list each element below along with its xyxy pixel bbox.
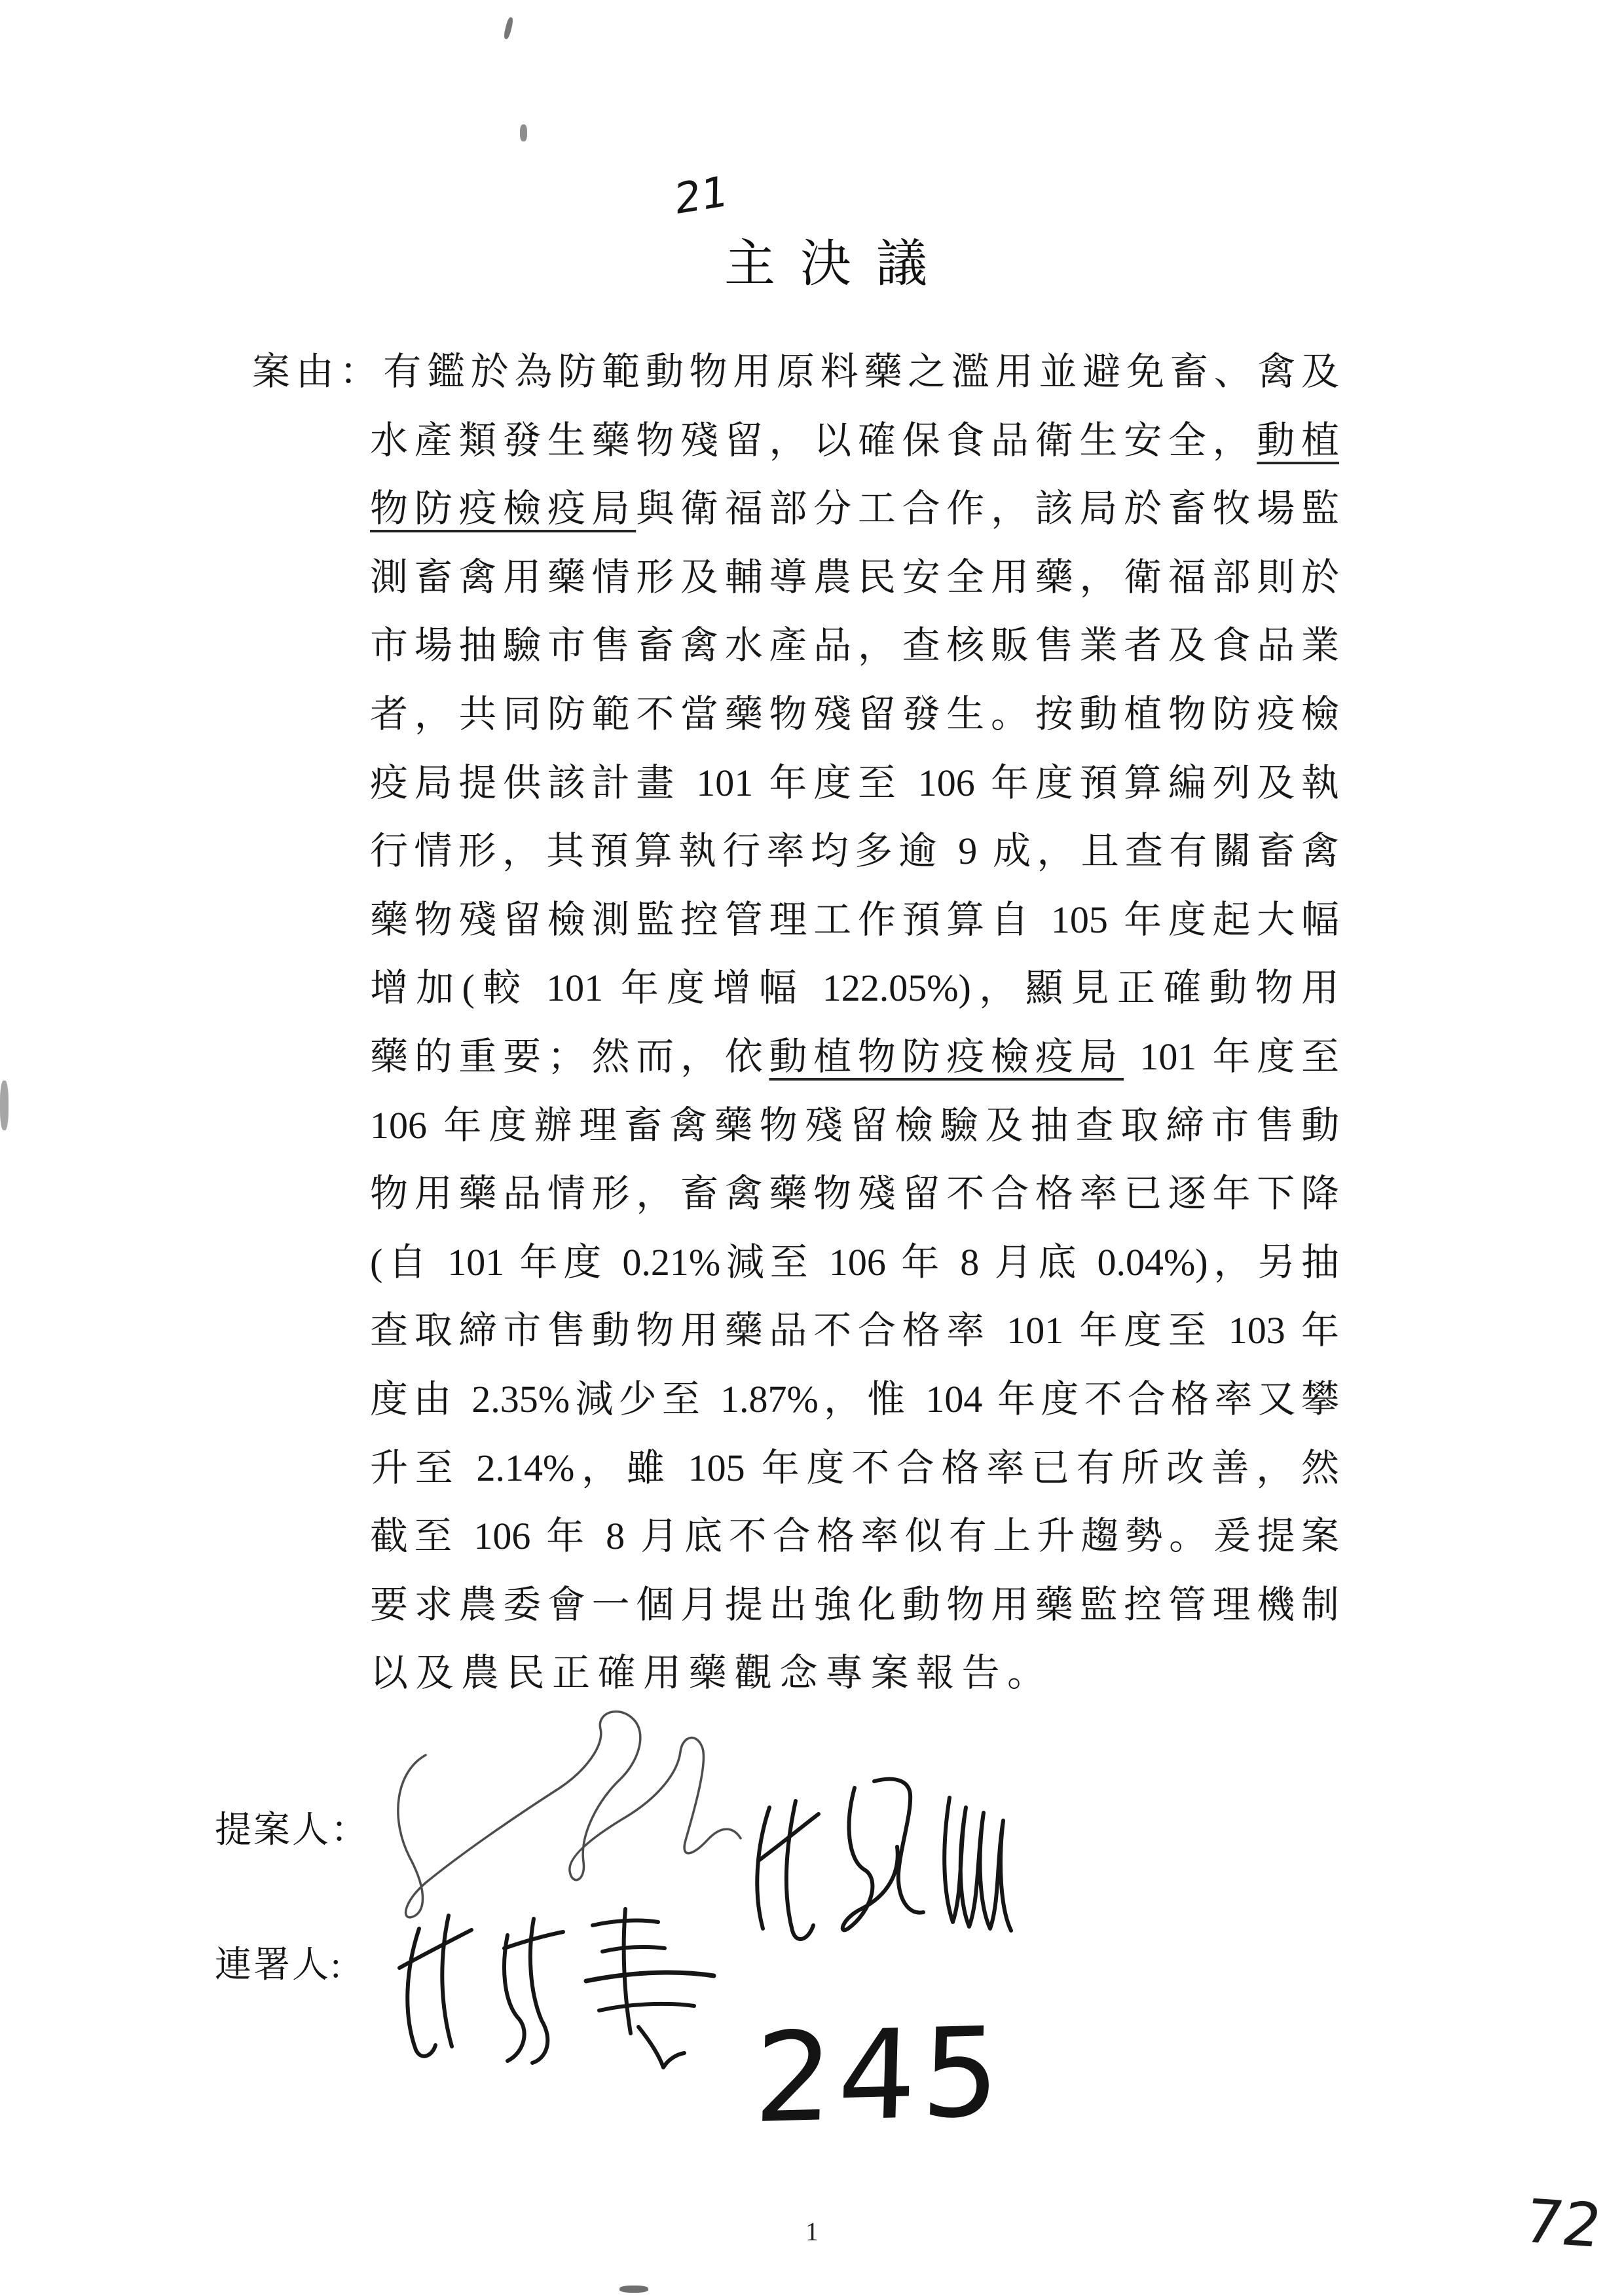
body-line-text: 者，共同防範不當藥物殘留發生。按動植物防疫檢 bbox=[370, 692, 1339, 735]
body-line bbox=[370, 1639, 1339, 1708]
body-line bbox=[370, 1297, 1339, 1365]
handwritten-center-number: 245 bbox=[752, 2000, 1007, 2151]
body-line-text: 106 年度辦理畜禽藥物殘留檢驗及抽查取締市售動 bbox=[370, 1103, 1339, 1147]
body-line bbox=[370, 954, 1339, 1023]
cosigner-signature bbox=[370, 1889, 750, 2079]
underlined-text: 物防疫檢疫局 bbox=[370, 487, 637, 530]
scan-artifact bbox=[503, 16, 514, 39]
body-line-text: 水產類發生藥物殘留，以確保食品衛生安全， bbox=[370, 418, 1257, 462]
body-line bbox=[370, 749, 1339, 818]
underlined-text: 動植 bbox=[1257, 418, 1339, 462]
body-line-text: 以及農民正確用藥觀念專案報告。 bbox=[370, 1652, 1053, 1695]
body-line-text: 增加(較 101 年度增幅 122.05%)，顯見正確動物用 bbox=[370, 967, 1339, 1010]
body-line bbox=[370, 1571, 1339, 1640]
body-line-text: 度由 2.35%減少至 1.87%，惟 104 年度不合格率又攀 bbox=[370, 1377, 1339, 1420]
body-line bbox=[370, 1229, 1339, 1297]
body-line-text: 藥物殘留檢測監控管理工作預算自 105 年度起大幅 bbox=[370, 898, 1339, 941]
body-line bbox=[370, 544, 1339, 612]
body-line bbox=[252, 338, 1339, 407]
body-line bbox=[370, 817, 1339, 886]
underlined-text: 動植物防疫檢疫局 bbox=[769, 1035, 1124, 1078]
handwritten-bottom-right-number: 72 bbox=[1518, 2186, 1608, 2261]
body-line bbox=[370, 1092, 1339, 1160]
scan-artifact bbox=[0, 1081, 9, 1130]
body-line bbox=[370, 1160, 1339, 1229]
body-line bbox=[370, 407, 1339, 475]
cosigner-label: 連署人: bbox=[215, 1945, 343, 1986]
body-line-text: 升至 2.14%，雖 105 年度不合格率已有所改善，然 bbox=[370, 1446, 1339, 1489]
body-text bbox=[252, 338, 1339, 1708]
body-line-text: (自 101 年度 0.21%減至 106 年 8 月底 0.04%)，另抽 bbox=[370, 1240, 1339, 1284]
body-line-text: 101 年度至 bbox=[1124, 1035, 1339, 1078]
body-line-text: 測畜禽用藥情形及輔導農民安全用藥，衛福部則於 bbox=[370, 555, 1339, 599]
page-number: 1 bbox=[805, 2217, 819, 2246]
body-line bbox=[370, 886, 1339, 955]
document-title: 主決議 bbox=[724, 235, 953, 292]
body-line-text: 案由：有鑑於為防範動物用原料藥之濫用並避免畜、禽及 bbox=[252, 350, 1339, 393]
body-line bbox=[370, 475, 1339, 544]
body-line bbox=[370, 1434, 1339, 1503]
body-line-text: 行情形，其預算執行率均多逾 9 成，且查有關畜禽 bbox=[370, 830, 1339, 873]
body-line bbox=[370, 612, 1339, 680]
body-line bbox=[370, 1023, 1339, 1092]
body-line-text: 藥的重要；然而，依 bbox=[370, 1035, 769, 1078]
proposer-label: 提案人： bbox=[215, 1810, 369, 1851]
body-line-text: 要求農委會一個月提出強化動物用藥監控管理機制 bbox=[370, 1583, 1339, 1626]
body-line bbox=[370, 1365, 1339, 1434]
scan-artifact bbox=[520, 124, 527, 141]
scan-artifact bbox=[619, 2286, 648, 2293]
body-line-text: 截至 106 年 8 月底不合格率似有上升趨勢。爰提案 bbox=[370, 1515, 1339, 1558]
body-line-text: 與衛福部分工合作，該局於畜牧場監 bbox=[636, 487, 1339, 530]
proposer-signature-2 bbox=[733, 1762, 1048, 1965]
body-line bbox=[370, 1502, 1339, 1571]
body-line bbox=[370, 680, 1339, 749]
body-line-text: 市場抽驗市售畜禽水產品，查核販售業者及食品業 bbox=[370, 624, 1339, 667]
body-line-text: 疫局提供該計畫 101 年度至 106 年度預算編列及執 bbox=[370, 761, 1339, 804]
handwritten-top-number: 21 bbox=[674, 167, 728, 225]
body-line-text: 查取締市售動物用藥品不合格率 101 年度至 103 年 bbox=[370, 1309, 1339, 1352]
body-line-text: 物用藥品情形，畜禽藥物殘留不合格率已逐年下降 bbox=[370, 1172, 1339, 1215]
